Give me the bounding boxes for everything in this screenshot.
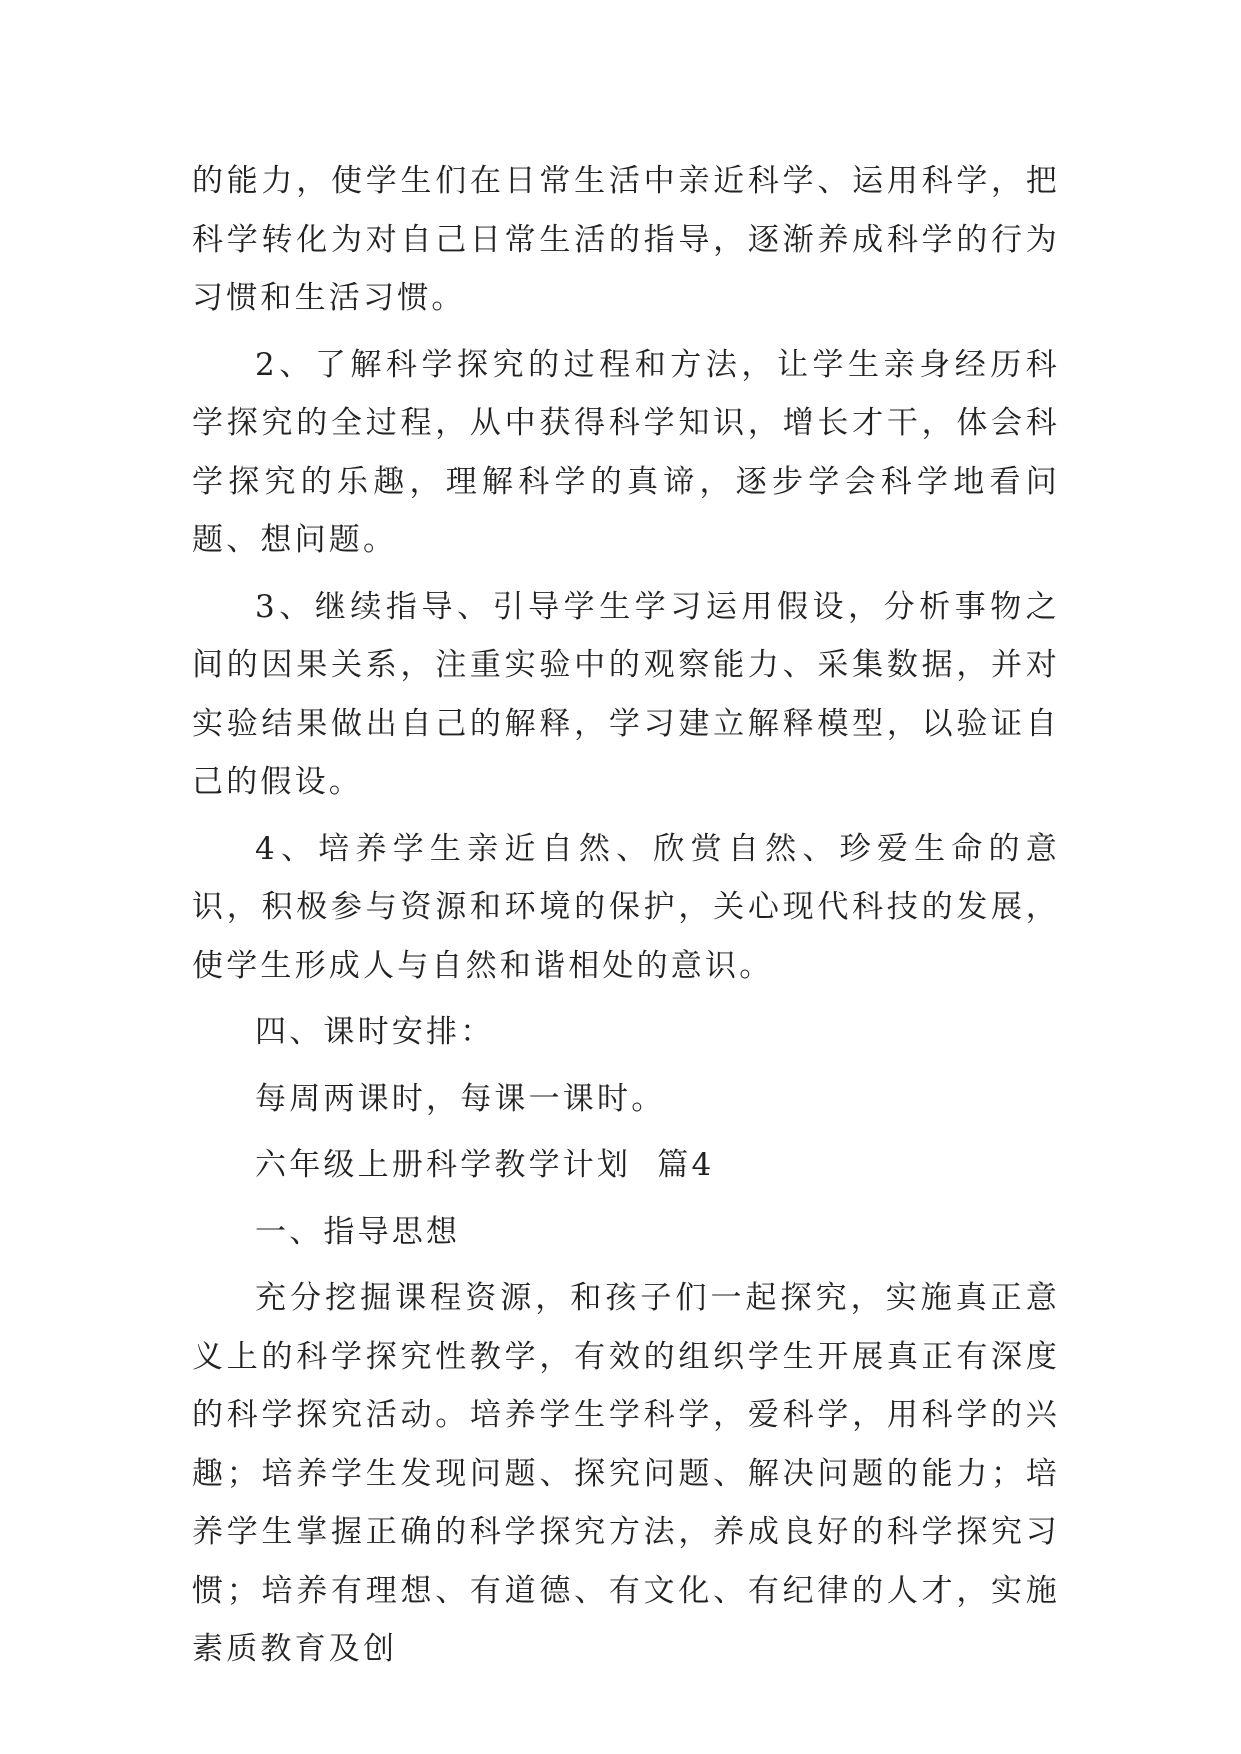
section-heading-schedule: 四、课时安排：	[255, 1014, 495, 1050]
objective-item-3: 3、继续指导、引导学生学习运用假设，分析事物之间的因果关系，注重实验中的观察能力、采集数据，并对实验结果做出自己的解释，学习建立解释模型，以验证自己的假设。	[192, 588, 1060, 800]
part-heading: 六年级上册科学教学计划 篇4	[255, 1147, 715, 1183]
document-body	[192, 152, 1060, 1679]
continued-paragraph: 的能力，使学生们在日常生活中亲近科学、运用科学，把科学转化为对自己日常生活的指导，逐渐养成科学的行为习惯和生活习惯。	[192, 163, 1060, 316]
objective-item-2: 2、了解科学探究的过程和方法，让学生亲身经历科学探究的全过程，从中获得科学知识，增长才干，体会科学探究的乐趣，理解科学的真谛，逐步学会科学地看问题、想问题。	[192, 346, 1060, 558]
objective-item-4: 4、培养学生亲近自然、欣赏自然、珍爱生命的意识，积极参与资源和环境的保护，关心现代科技的发展，使学生形成人与自然和谐相处的意识。	[192, 830, 1060, 984]
schedule-text: 每周两课时，每课一课时。	[255, 1080, 666, 1117]
guiding-ideas-paragraph: 充分挖掘课程资源，和孩子们一起探究，实施真正意义上的科学探究性教学，有效的组织学生开展真正有深度的科学探究活动。培养学生学科学，爱科学，用科学的兴趣；培养学生发现问题、探究问题、解决问题的能力；培养学生掌握正确的科学探究方法，养成良好的科学探究习惯；培养有理想、有道德、有文化、有纪律的人才，实施素质教育及创	[192, 1280, 1060, 1667]
section-heading-guiding-ideas: 一、指导思想	[255, 1213, 461, 1250]
